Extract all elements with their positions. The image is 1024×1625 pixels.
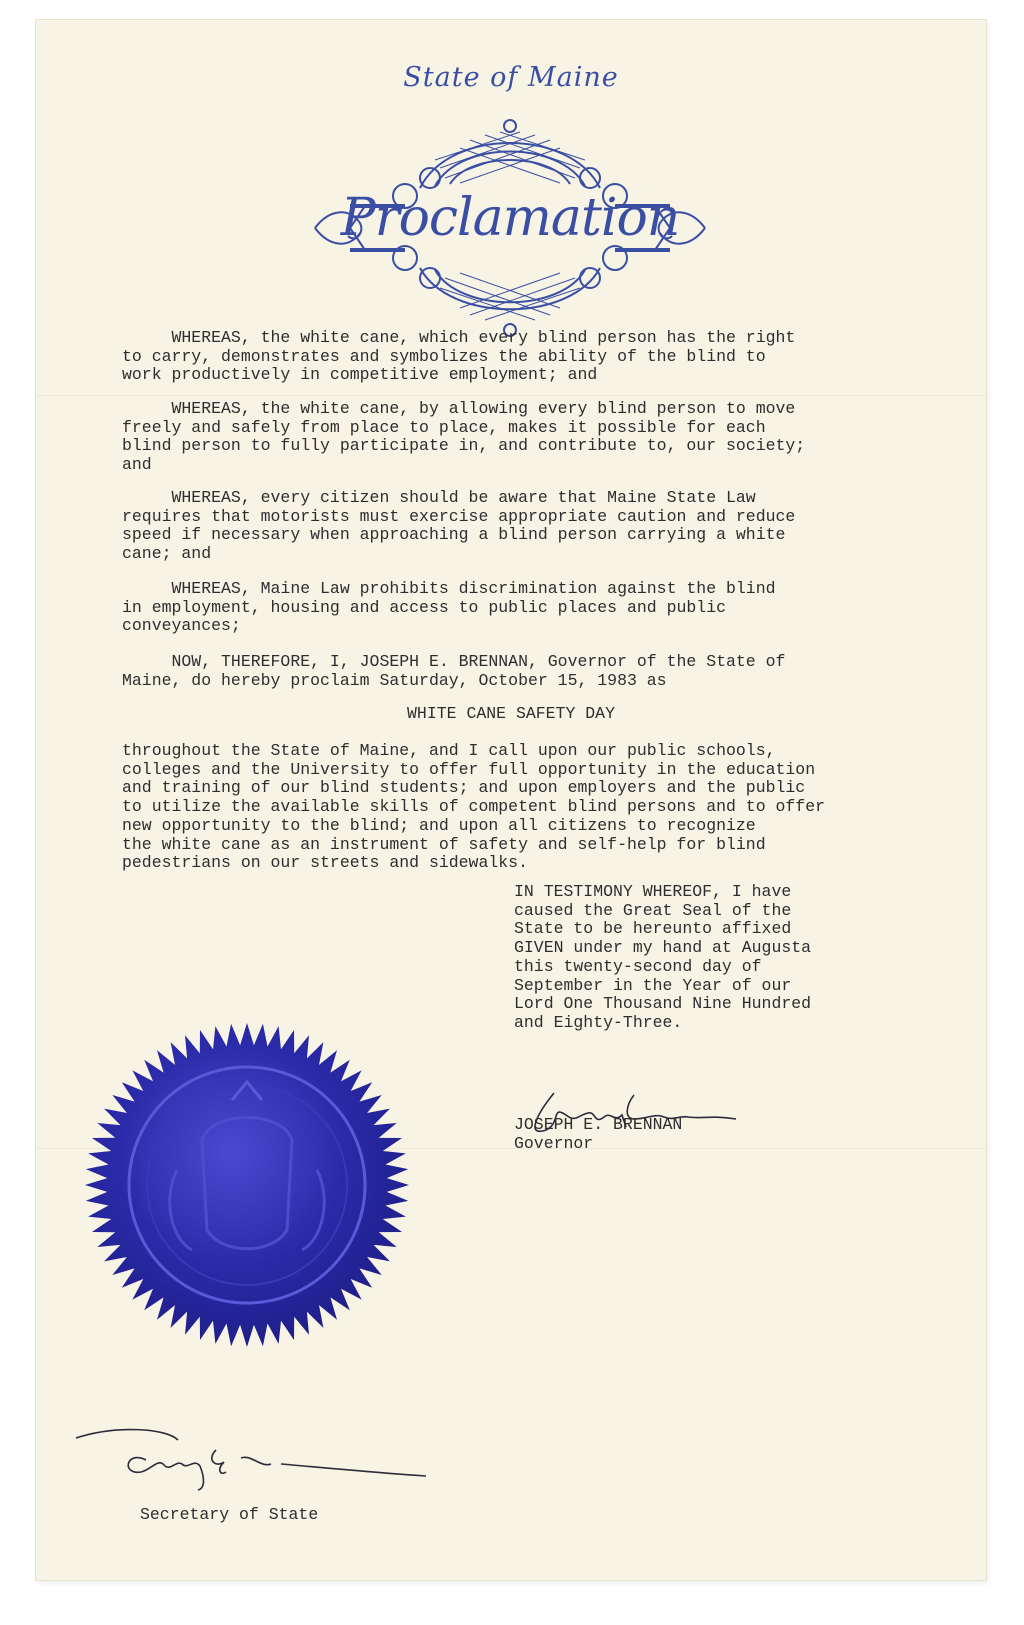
great-seal-icon <box>82 1020 412 1350</box>
governor-title: Governor <box>514 1134 594 1153</box>
proclamation-paragraph: NOW, THEREFORE, I, JOSEPH E. BRENNAN, Governor of the State of Maine, do hereby proclaim Saturday, October 15, 1983 as <box>122 652 786 690</box>
proclaimed-day-heading: WHITE CANE SAFETY DAY <box>407 704 615 723</box>
proclamation-document <box>36 20 986 1580</box>
whereas-paragraph: WHEREAS, the white cane, by allowing every blind person to move freely and safely from place to place, makes it possible for each blind person to fully participate in, and contribute to, our society; and <box>122 399 806 475</box>
proclamation-title: Proclamation <box>340 188 680 248</box>
whereas-paragraph: WHEREAS, every citizen should be aware that Maine State Law requires that motorists must exercise appropriate caution and reduce speed if necessary when approaching a blind person carrying a white cane; and <box>122 488 796 564</box>
call-to-action-paragraph: throughout the State of Maine, and I call upon our public schools, colleges and the University to offer full opportunity in the education and training of our blind students; and upon employers and the public to utilize the available skills of competent blind persons and to offer new opportunity to the blind; and upon all citizens to recognize the white cane as an instrument of safety and self-help for blind pedestrians on our streets and sidewalks. <box>122 741 826 873</box>
secretary-title: Secretary of State <box>140 1505 319 1524</box>
testimony-block: IN TESTIMONY WHEREOF, I have caused the Great Seal of the State to be hereunto affixed GIVEN under my hand at Augusta this twenty-second day of September in the Year of our Lord One Thousand Nine Hundred and Eighty-Three. <box>514 882 812 1032</box>
state-heading: State of Maine <box>403 62 619 93</box>
whereas-paragraph: WHEREAS, Maine Law prohibits discrimination against the blind in employment, housing and access to public places and public conveyances; <box>122 579 776 636</box>
governor-name: JOSEPH E. BRENNAN <box>514 1115 683 1134</box>
proclamation-cartouche <box>310 108 710 343</box>
secretary-signature <box>66 1420 426 1510</box>
whereas-paragraph: WHEREAS, the white cane, which every blind person has the right to carry, demonstrates and symbolizes the ability of the blind to work productively in competitive employment; and <box>122 328 796 385</box>
paper-fold <box>36 395 986 397</box>
